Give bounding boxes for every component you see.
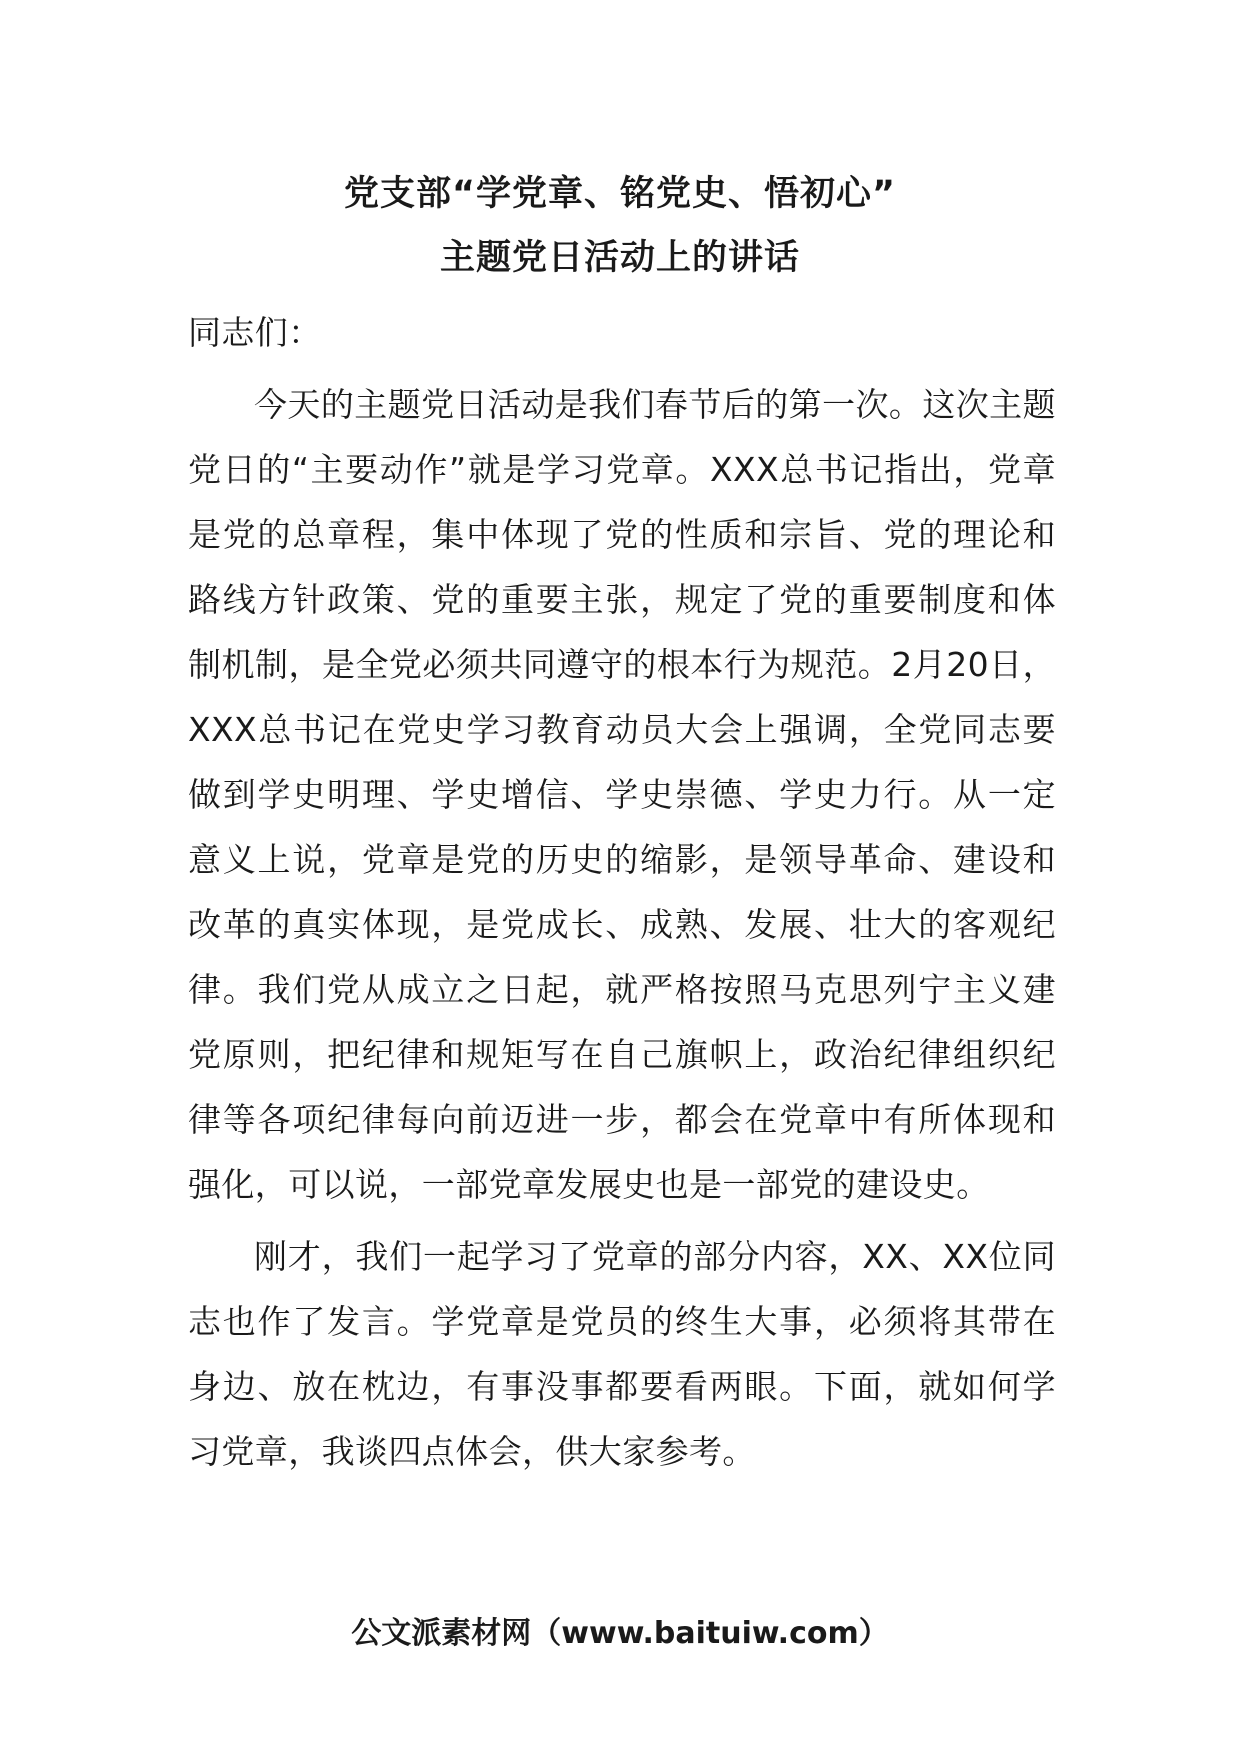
salutation: 同志们： bbox=[188, 313, 322, 352]
document-body bbox=[188, 300, 1056, 1491]
paragraph-1: 今天的主题党日活动是我们春节后的第一次。这次主题党日的“主要动作”就是学习党章。XXX总书记指出，党章是党的总章程，集中体现了党的性质和宗旨、党的理论和路线方针政策、党的重要主张，规定了党的重要制度和体制机制，是全党必须共同遵守的根本行为规范。2月20日，XXX总书记在党史学习教育动员大会上强调，全党同志要做到学史明理、学史增信、学史崇德、学史力行。从一定意义上说，党章是党的历史的缩影，是领导革命、建设和改革的真实体现，是党成长、成熟、发展、壮大的客观纪律。我们党从成立之日起，就严格按照马克思列宁主义建党原则，把纪律和规矩写在自己旗帜上，政治纪律组织纪律等各项纪律每向前迈进一步，都会在党章中有所体现和强化，可以说，一部党章发展史也是一部党的建设史。 bbox=[188, 385, 1056, 1204]
title-line-1: 党支部“学党章、铭党史、悟初心” bbox=[343, 174, 896, 214]
footer-source: 公文派素材网（www.baituiw.com） bbox=[351, 1616, 889, 1651]
title-line-2: 主题党日活动上的讲话 bbox=[439, 238, 800, 278]
document-title bbox=[0, 162, 1240, 290]
paragraph-2: 刚才，我们一起学习了党章的部分内容，XX、XX位同志也作了发言。学党章是党员的终生大事，必须将其带在身边、放在枕边，有事没事都要看两眼。下面，就如何学习党章，我谈四点体会，供大家参考。 bbox=[188, 1237, 1056, 1471]
